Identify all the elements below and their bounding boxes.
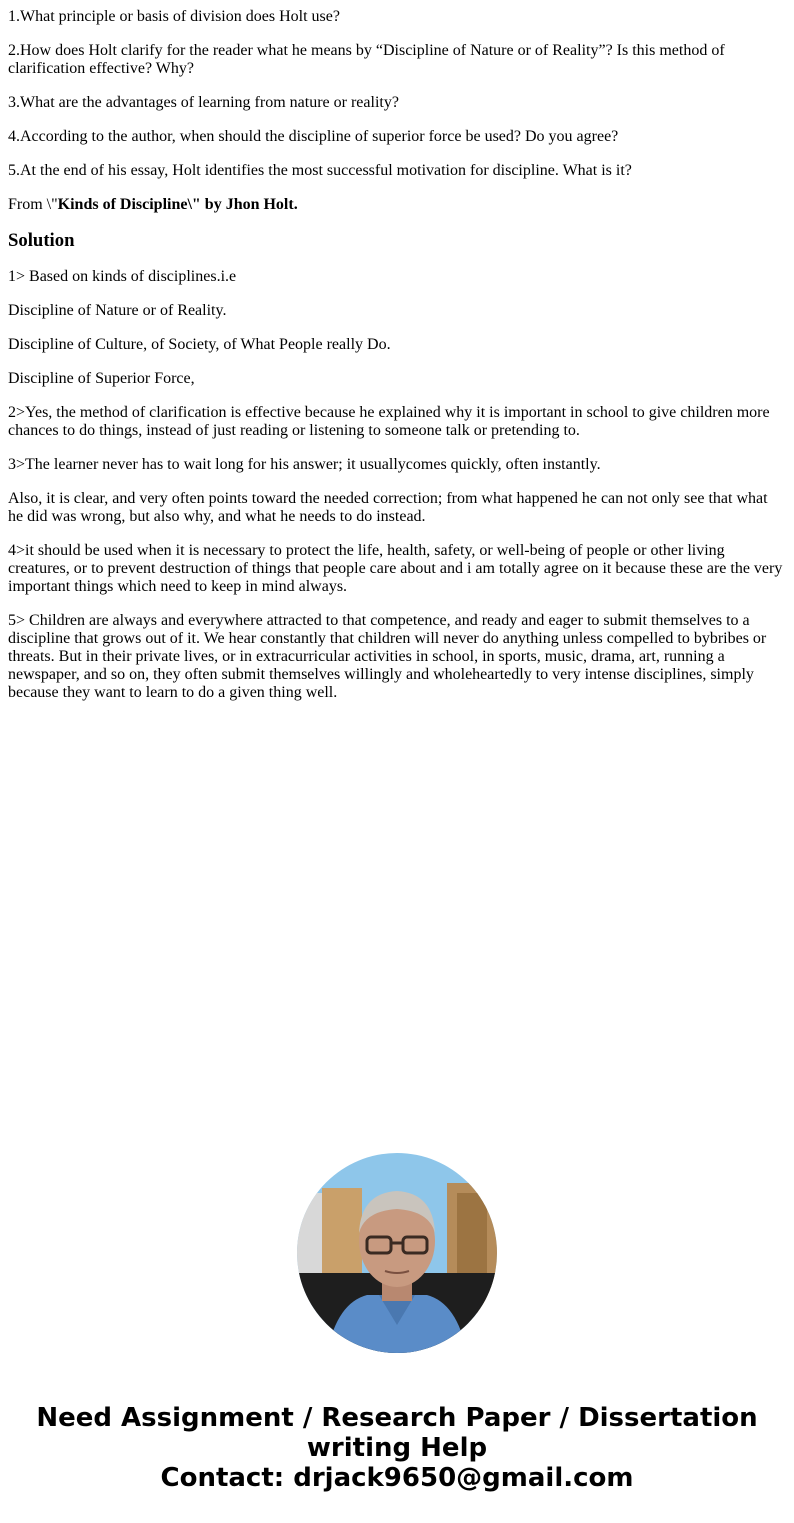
question-4: 4.According to the author, when should the discipline of superior force be used? Do you agree? [8,128,619,145]
document-body [8,0,786,718]
answer-3: 3>The learner never has to wait long for his answer; it usuallycomes quickly, often instantly. [8,456,601,473]
source-line [8,196,786,214]
answer-1-item-2: Discipline of Culture, of Society, of What People really Do. [8,336,391,353]
contact-footer [0,1403,794,1493]
question-1: 1.What principle or basis of division does Holt use? [8,8,340,25]
footer-contact-line: Contact: drjack9650@gmail.com [160,1463,634,1493]
answer-2: 2>Yes, the method of clarification is effective because he explained why it is important in school to give children more chances to do things, instead of just reading or listening to someone talk or pretending to. [8,404,770,439]
answer-1-item-1: Discipline of Nature or of Reality. [8,302,227,319]
question-5: 5.At the end of his essay, Holt identifies the most successful motivation for discipline. What is it? [8,162,632,179]
solution-heading: Solution [8,230,75,251]
answer-1-item-3: Discipline of Superior Force, [8,370,195,387]
answer-5: 5> Children are always and everywhere attracted to that competence, and ready and eager to submit themselves to a discipline that grows out of it. We hear constantly that children will never do anything unless compelled to bybribes or threats. But in their private lives, or in extracurricular activities in school, in sports, music, drama, art, running a newspaper, and so on, they often submit themselves willingly and wholeheartedly to very intense disciplines, simply because they want to learn to do a given thing well. [8,612,767,701]
source-prefix: From \" [8,196,58,213]
answer-3-continued: Also, it is clear, and very often points toward the needed correction; from what happened he can not only see that what he did was wrong, but also why, and what he needs to do instead. [8,490,768,525]
footer-line-1: Need Assignment / Research Paper / Dissertation [36,1403,758,1433]
question-2: 2.How does Holt clarify for the reader what he means by “Discipline of Nature or of Reality”? Is this method of clarification effective? Why? [8,42,725,77]
question-3: 3.What are the advantages of learning from nature or reality? [8,94,399,111]
footer-line-2: writing Help [306,1433,488,1463]
answer-4: 4>it should be used when it is necessary to protect the life, health, safety, or well-being of people or other living creatures, or to prevent destruction of things that people care about and i am totally agree on it because these are the very important things which need to keep in mind always. [8,542,783,595]
source-title: Kinds of Discipline\" by Jhon Holt. [57,196,298,213]
avatar-photo [297,1153,497,1353]
answer-1: 1> Based on kinds of disciplines.i.e [8,268,237,285]
tutor-avatar [297,1153,497,1353]
